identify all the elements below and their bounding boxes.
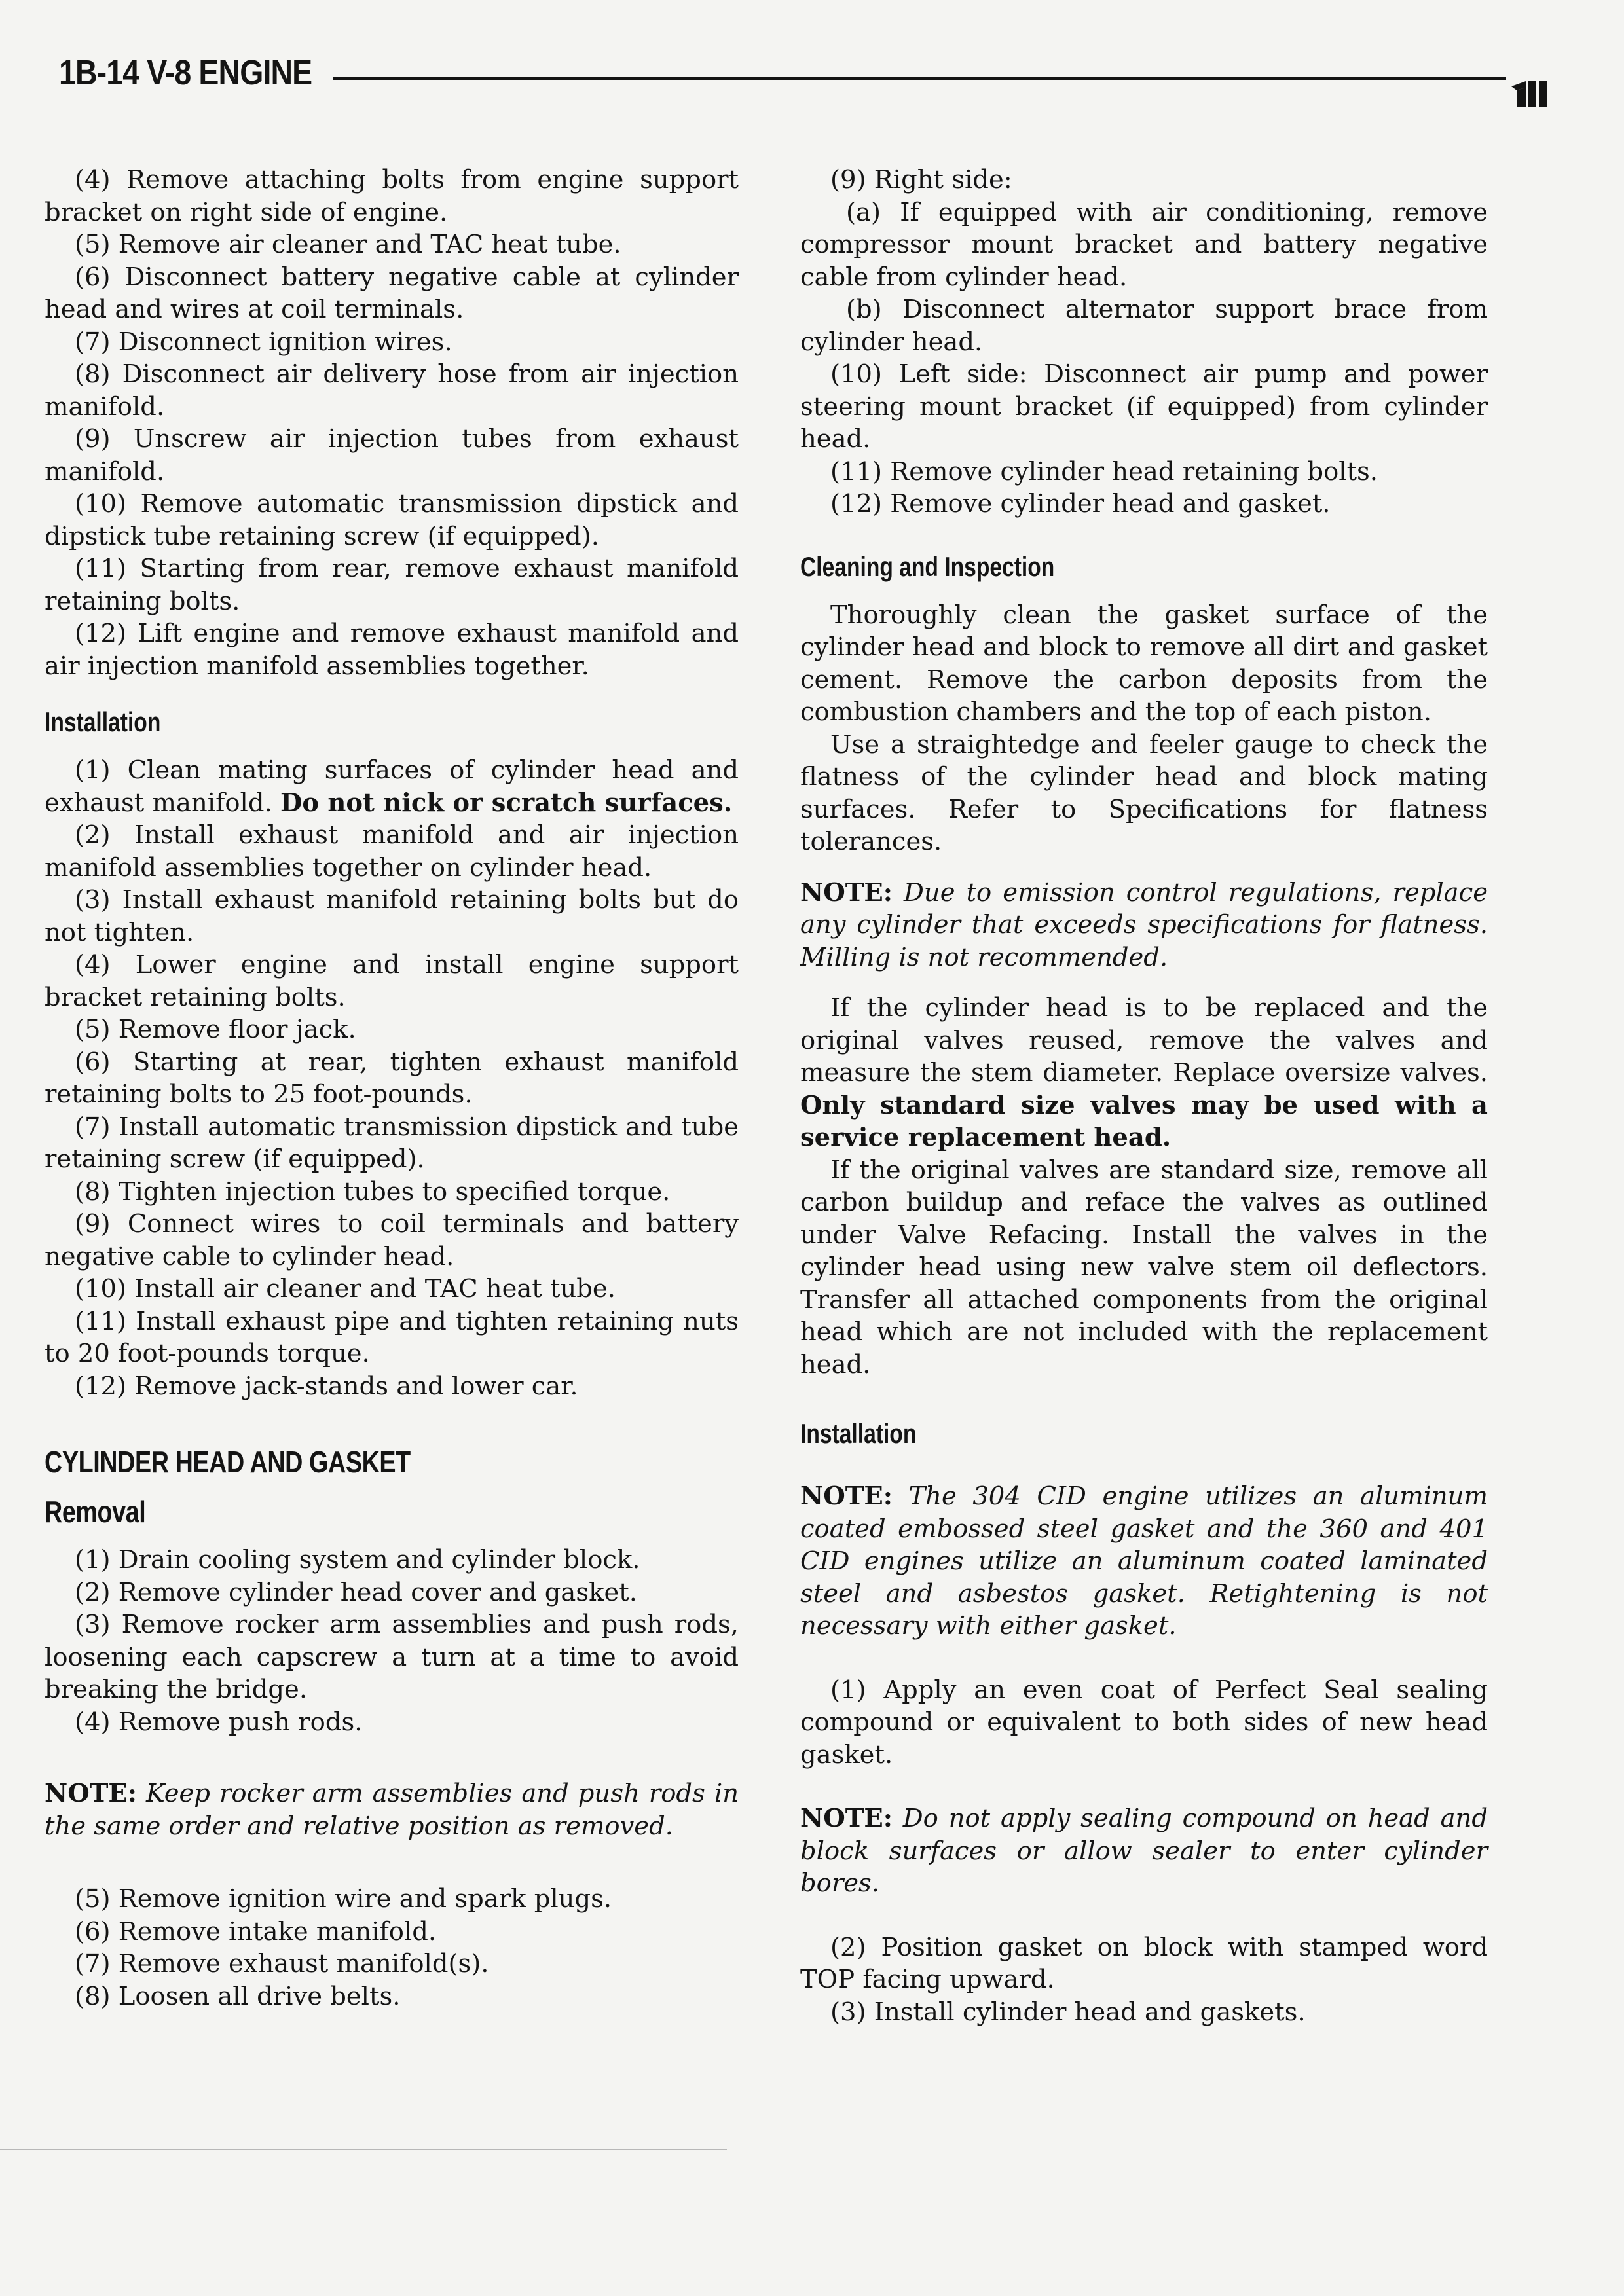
jeep-logo-icon bbox=[1511, 80, 1547, 107]
list-item: (6) Disconnect battery negative cable at cylinder head and wires at coil terminals. bbox=[45, 262, 739, 324]
list-item: (2) Install exhaust manifold and air injection manifold assemblies together on cylinder head. bbox=[45, 820, 739, 883]
list-item: (10) Left side: Disconnect air pump and power steering mount bracket (if equipped) from cylinder head. bbox=[800, 359, 1488, 454]
list-item: (a) If equipped with air conditioning, remove compressor mount bracket and battery negative cable from cylinder head. bbox=[800, 197, 1488, 292]
list-item: (2) Remove cylinder head cover and gasket. bbox=[75, 1577, 637, 1607]
list-item: (3) Install cylinder head and gaskets. bbox=[830, 1997, 1306, 2027]
list-item: (8) Disconnect air delivery hose from air injection manifold. bbox=[45, 359, 739, 422]
list-item: (12) Remove jack-stands and lower car. bbox=[75, 1371, 578, 1401]
list-item: (b) Disconnect alternator support brace from cylinder head. bbox=[800, 295, 1488, 357]
list-item: (7) Remove exhaust manifold(s). bbox=[75, 1949, 489, 1978]
list-item: (1) Drain cooling system and cylinder block. bbox=[75, 1545, 640, 1575]
list-item: (9) Unscrew air injection tubes from exhaust manifold. bbox=[45, 424, 739, 486]
list-item: (5) Remove floor jack. bbox=[75, 1015, 356, 1044]
note-text: Due to emission control regulations, replace any cylinder that exceeds specifications for flatness. Milling is not recommended. bbox=[800, 877, 1488, 972]
note bbox=[800, 1480, 1488, 1643]
removal-heading: Removal bbox=[45, 1495, 146, 1529]
paragraph-text: If the cylinder head is to be replaced and the original valves reused, remove the valves and measure the stem diameter. Replace oversize valves. bbox=[800, 993, 1488, 1087]
installation-heading: Installation bbox=[800, 1418, 917, 1449]
note-text: Do not apply sealing compound on head and block surfaces or allow sealer to enter cylinder bores. bbox=[800, 1804, 1488, 1898]
list-item: (2) Position gasket on block with stamped word TOP facing upward. bbox=[800, 1932, 1488, 1994]
note-label: NOTE: bbox=[800, 877, 893, 907]
list-item: (8) Tighten injection tubes to specified torque. bbox=[75, 1176, 671, 1207]
paragraph: If the original valves are standard size, remove all carbon buildup and reface the valves as outlined under Valve Refacing. Install the valves in the cylinder head using new valve stem oil deflectors. Transfer all attached components from the original head which are not included with the replacement head. bbox=[800, 1155, 1488, 1379]
list-item: (4) Remove attaching bolts from engine support bracket on right side of engine. bbox=[45, 165, 739, 227]
note-text: The 304 CID engine utilizes an aluminum coated embossed steel gasket and the 360 and 401 CID engines utilize an aluminum coated laminated steel and asbestos gasket. Retightening is not necessary with either gasket. bbox=[800, 1482, 1488, 1641]
list-item bbox=[45, 754, 739, 819]
note-label: NOTE: bbox=[45, 1779, 137, 1808]
installation-heading: Installation bbox=[45, 706, 161, 737]
list-item: (1) Apply an even coat of Perfect Seal sealing compound or equivalent to both sides of new head gasket. bbox=[800, 1675, 1488, 1770]
list-item: (12) Remove cylinder head and gasket. bbox=[830, 489, 1331, 519]
list-item: (7) Install automatic transmission dipstick and tube retaining screw (if equipped). bbox=[45, 1112, 739, 1174]
note bbox=[45, 1777, 739, 1842]
list-item: (6) Remove intake manifold. bbox=[75, 1916, 437, 1946]
paragraph: Thoroughly clean the gasket surface of the cylinder head and block to remove all dirt and gasket cement. Remove the carbon deposits from the combustion chambers and the top of each piston. bbox=[800, 600, 1488, 727]
list-item: (10) Install air cleaner and TAC heat tube. bbox=[75, 1274, 616, 1303]
note-label: NOTE: bbox=[800, 1804, 893, 1833]
note bbox=[800, 1802, 1488, 1900]
paragraph-warning: Only standard size valves may be used with a service replacement head. bbox=[800, 1090, 1488, 1152]
list-item: (5) Remove ignition wire and spark plugs. bbox=[75, 1884, 612, 1914]
list-item: (12) Lift engine and remove exhaust manifold and air injection manifold assemblies together. bbox=[45, 619, 739, 681]
section-heading: CYLINDER HEAD AND GASKET bbox=[45, 1445, 411, 1479]
list-item: (8) Loosen all drive belts. bbox=[75, 1981, 401, 2011]
list-item: (3) Install exhaust manifold retaining bolts but do not tighten. bbox=[45, 885, 739, 947]
note bbox=[800, 877, 1488, 974]
list-item: (3) Remove rocker arm assemblies and push rods, loosening each capscrew a turn at a time to avoid breaking the bridge. bbox=[45, 1610, 739, 1704]
page-title: 1B-14 V-8 ENGINE bbox=[59, 53, 312, 92]
list-item: (9) Right side: bbox=[830, 165, 1012, 194]
list-item: (11) Install exhaust pipe and tighten retaining nuts to 20 foot-pounds torque. bbox=[45, 1306, 739, 1368]
list-item: (4) Lower engine and install engine support bracket retaining bolts. bbox=[45, 950, 739, 1012]
paragraph: Use a straightedge and feeler gauge to check the flatness of the cylinder head and block mating surfaces. Refer to Specifications for flatness tolerances. bbox=[800, 729, 1488, 856]
left-column bbox=[45, 164, 739, 2013]
list-item: (4) Remove push rods. bbox=[75, 1707, 363, 1737]
paragraph bbox=[800, 992, 1488, 1154]
list-item: (7) Disconnect ignition wires. bbox=[75, 327, 452, 357]
list-item: (6) Starting at rear, tighten exhaust manifold retaining bolts to 25 foot-pounds. bbox=[45, 1047, 739, 1109]
note-label: NOTE: bbox=[800, 1482, 893, 1511]
page-header bbox=[59, 51, 1516, 103]
list-item: (10) Remove automatic transmission dipstick and dipstick tube retaining screw (if equipped). bbox=[45, 489, 739, 551]
list-item: (11) Remove cylinder head retaining bolts. bbox=[830, 456, 1378, 486]
bottom-rule bbox=[0, 2149, 727, 2150]
header-rule bbox=[333, 77, 1506, 80]
list-item: (5) Remove air cleaner and TAC heat tube. bbox=[75, 230, 621, 259]
list-item: (9) Connect wires to coil terminals and battery negative cable to cylinder head. bbox=[45, 1209, 739, 1271]
list-item: (11) Starting from rear, remove exhaust manifold retaining bolts. bbox=[45, 554, 739, 616]
item-text: (1) Clean mating surfaces of cylinder head and exhaust manifold. bbox=[45, 756, 739, 818]
right-column bbox=[800, 164, 1488, 2028]
note-text: Keep rocker arm assemblies and push rods in the same order and relative position as removed. bbox=[45, 1779, 739, 1841]
item-warning: Do not nick or scratch surfaces. bbox=[280, 788, 733, 818]
cleaning-heading: Cleaning and Inspection bbox=[800, 551, 1055, 582]
